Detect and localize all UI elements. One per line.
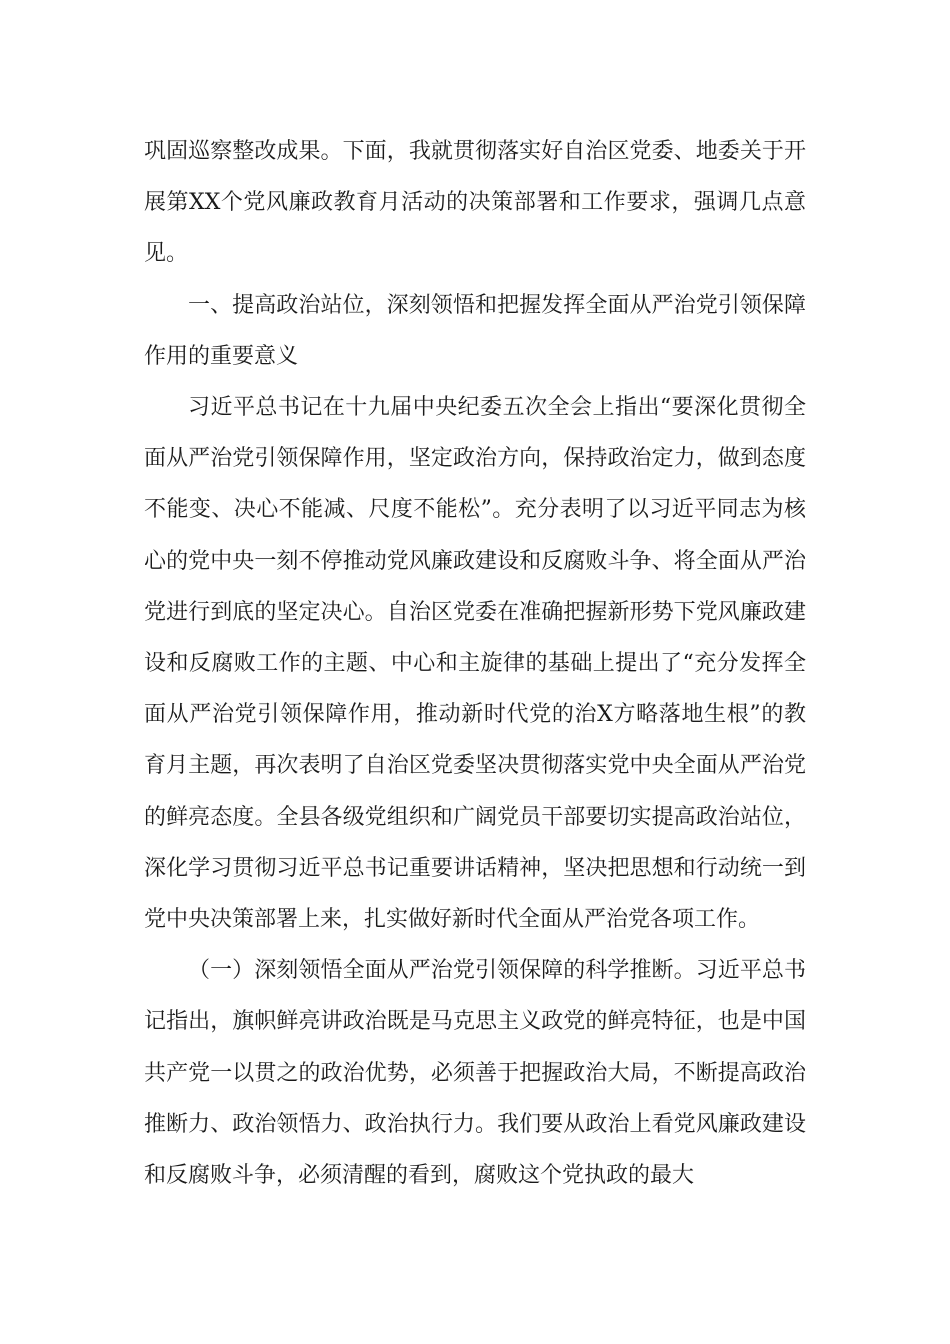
document-body: [144, 126, 806, 1201]
section-heading-1: 一、提高政治站位，深刻领悟和把握发挥全面从严治党引领保障作用的重要意义: [144, 292, 806, 369]
paragraph-1: 巩固巡察整改成果。下面，我就贯彻落实好自治区党委、地委关于开展第XX个党风廉政教育月活动的决策部署和工作要求，强调几点意见。: [144, 139, 806, 267]
paragraph-3: （一）深刻领悟全面从严治党引领保障的科学推断。习近平总书记指出，旗帜鲜亮讲政治既是马克思主义政党的鲜亮特征，也是中国共产党一以贯之的政治优势，必须善于把握政治大局，不断提高政治推断力、政治领悟力、政治执行力。我们要从政治上看党风廉政建设和反腐败斗争，必须清醒的看到，腐败这个党执政的最大: [144, 958, 806, 1189]
paragraph-2: 习近平总书记在十九届中央纪委五次全会上指出“要深化贯彻全面从严治党引领保障作用，坚定政治方向，保持政治定力，做到态度不能变、决心不能减、尺度不能松”。充分表明了以习近平同志为核心的党中央一刻不停推动党风廉政建设和反腐败斗争、将全面从严治党进行到底的坚定决心。自治区党委在准确把握新形势下党风廉政建设和反腐败工作的主题、中心和主旋律的基础上提出了“充分发挥全面从严治党引领保障作用，推动新时代党的治X方略落地生根”的教育月主题，再次表明了自治区党委坚决贯彻落实党中央全面从严治党的鲜亮态度。全县各级党组织和广阔党员干部要切实提高政治站位，深化学习贯彻习近平总书记重要讲话精神，坚决把思想和行动统一到党中央决策部署上来，扎实做好新时代全面从严治党各项工作。: [144, 395, 806, 933]
